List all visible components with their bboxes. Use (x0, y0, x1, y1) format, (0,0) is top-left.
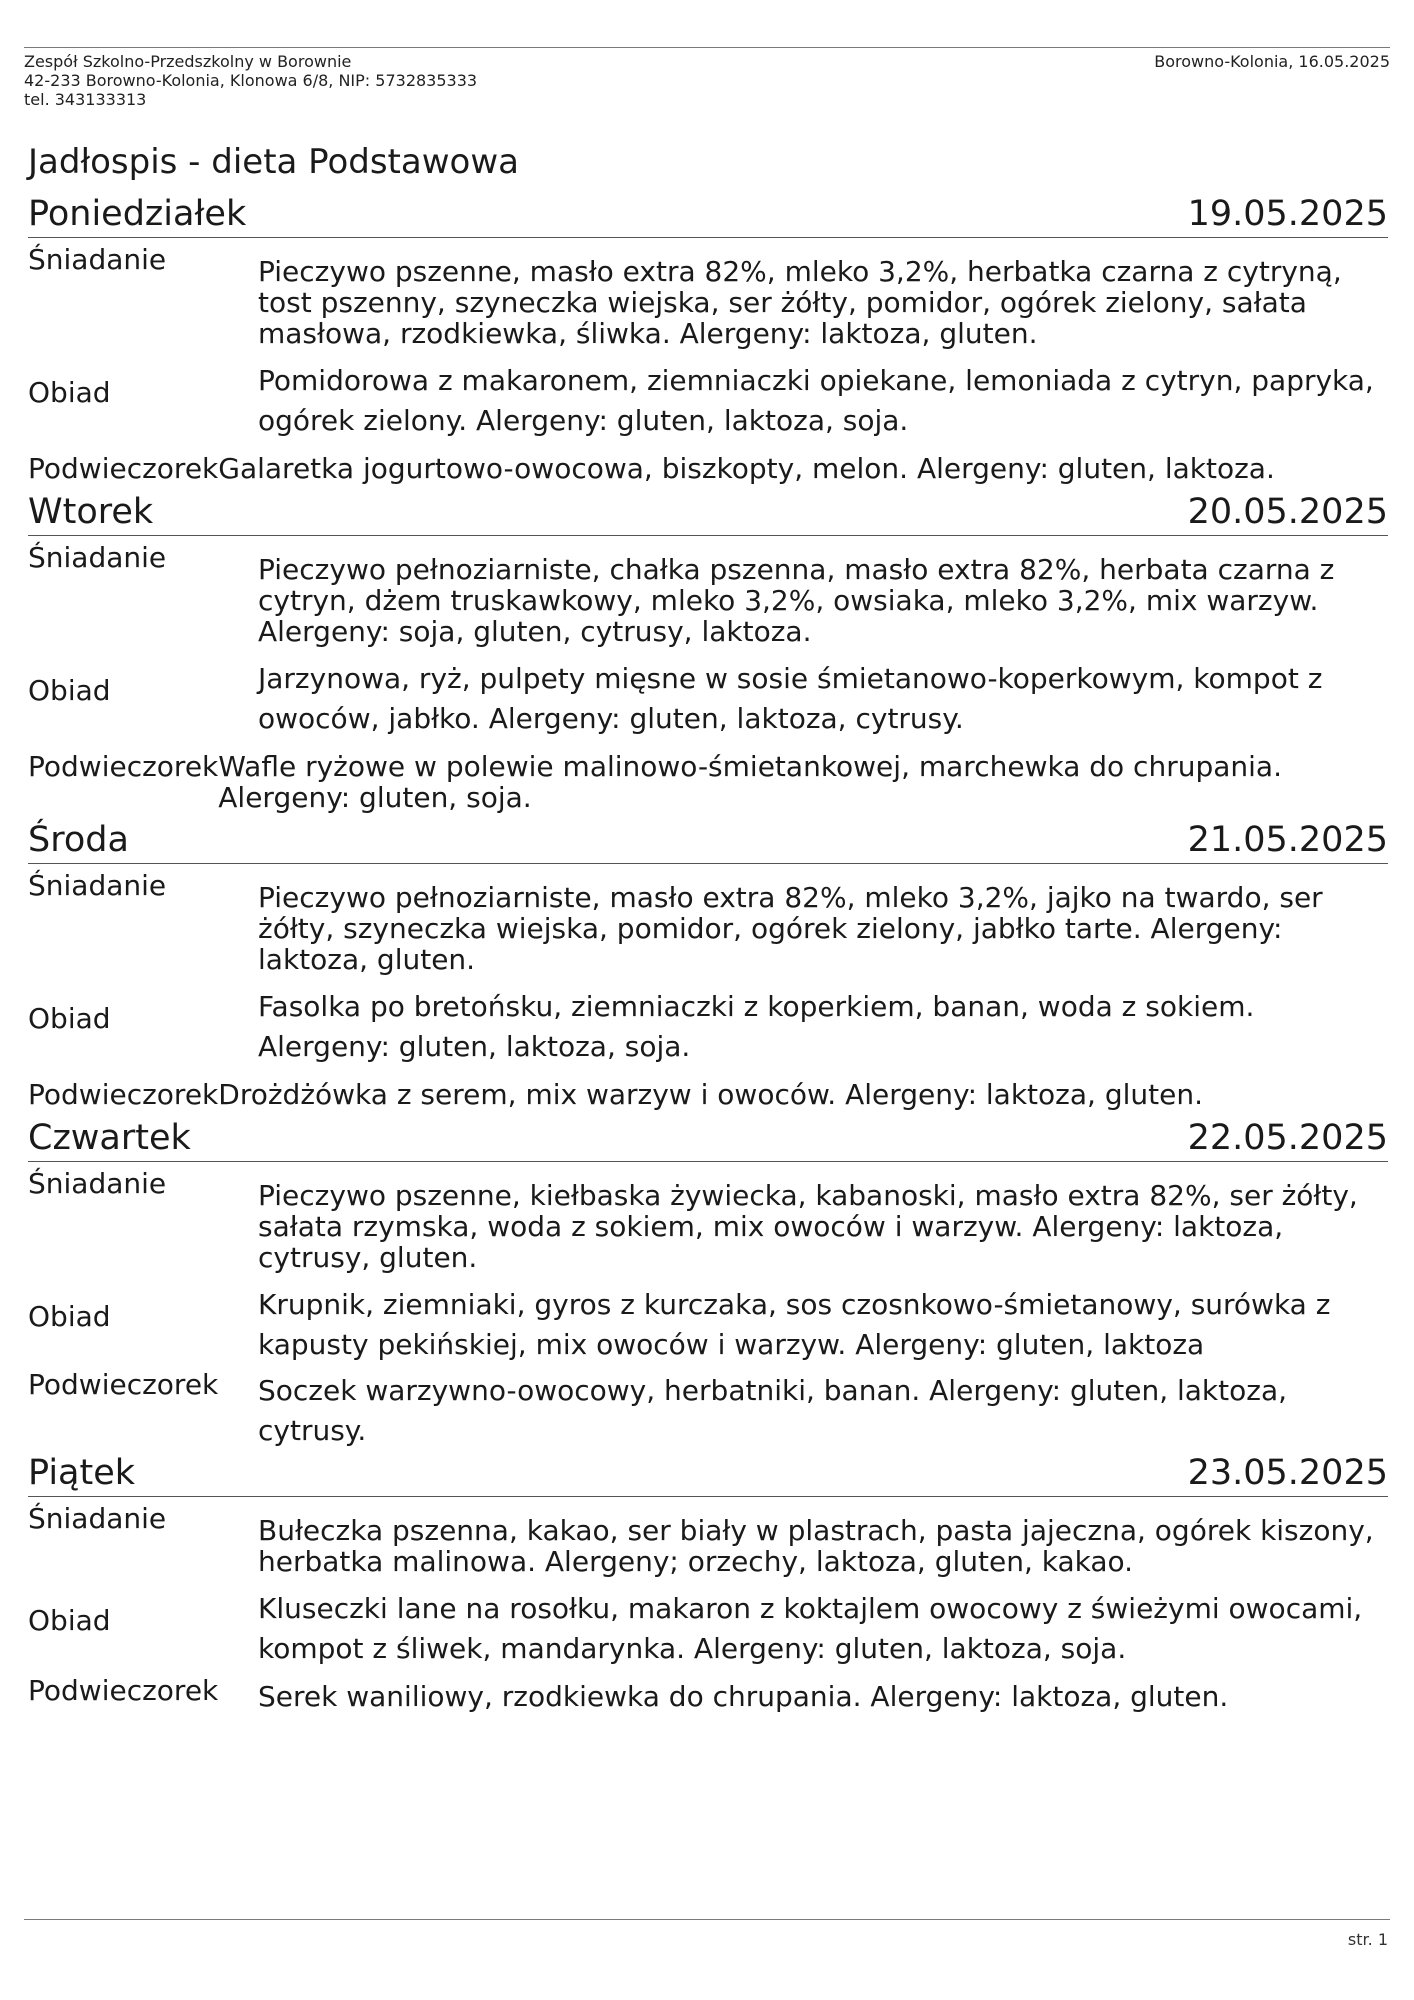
meal-label: Podwieczorek (28, 1078, 219, 1111)
meal-breakfast (28, 1168, 1388, 1273)
page-number: str. 1 (1347, 1930, 1388, 1949)
meal-label: Śniadanie (28, 1502, 167, 1535)
day-name: Środa (28, 820, 129, 860)
meal-lunch (28, 1589, 1388, 1669)
header-rule (24, 47, 1390, 48)
meal-text: Soczek warzywno-owocowy, herbatniki, banan. Alergeny: gluten, laktoza, cytrusy. (258, 1374, 1288, 1447)
meal-text: Wafle ryżowe w polewie malinowo-śmietankowej, marchewka do chrupania. Alergeny: gluten, soja. (218, 750, 1282, 814)
meal-label: Śniadanie (28, 541, 167, 574)
day-section (28, 1451, 1388, 1717)
school-address: 42-233 Borowno-Kolonia, Klonowa 6/8, NIP: 5732835333 (24, 71, 478, 90)
meal-lunch (28, 659, 1388, 739)
meal-label: Podwieczorek (28, 1368, 219, 1401)
meal-label: Obiad (28, 674, 111, 707)
place-date: Borowno-Kolonia, 16.05.2025 (1154, 52, 1390, 71)
day-header (28, 192, 1388, 238)
meal-snack (28, 453, 1388, 485)
day-name: Wtorek (28, 492, 154, 532)
day-date: 22.05.2025 (1187, 1118, 1388, 1158)
meal-text: Pomidorowa z makaronem, ziemniaczki opiekane, lemoniada z cytryn, papryka, ogórek zielony. Alergeny: gluten, laktoza, soja. (258, 364, 1374, 437)
meal-text: Pieczywo pszenne, kiełbaska żywiecka, kabanoski, masło extra 82%, ser żółty, sałata rzymska, woda z sokiem, mix owoców i warzyw. Alergeny: laktoza, cytrusy, gluten. (258, 1179, 1358, 1274)
school-name: Zespół Szkolno-Przedszkolny w Borownie (24, 52, 352, 71)
meal-snack (28, 1675, 1388, 1717)
day-date: 21.05.2025 (1187, 820, 1388, 860)
meal-snack (28, 1079, 1388, 1111)
day-date: 20.05.2025 (1187, 492, 1388, 532)
meal-text: Fasolka po bretońsku, ziemniaczki z koperkiem, banan, woda z sokiem. Alergeny: gluten, laktoza, soja. (258, 990, 1255, 1063)
day-header (28, 1116, 1388, 1162)
meal-text: Drożdżówka z serem, mix warzyw i owoców. Alergeny: laktoza, gluten. (218, 1078, 1203, 1111)
day-name: Czwartek (28, 1118, 191, 1158)
day-section (28, 192, 1388, 485)
day-name: Poniedziałek (28, 194, 247, 234)
meal-label: Obiad (28, 376, 111, 409)
menu-days (28, 192, 1388, 1717)
meal-text: Pieczywo pszenne, masło extra 82%, mleko 3,2%, herbatka czarna z cytryną, tost pszenny, szyneczka wiejska, ser żółty, pomidor, ogórek zielony, sałata masłowa, rzodkiewka, śliwka. Alergeny: laktoza, gluten. (258, 255, 1342, 350)
document-header (24, 52, 1390, 109)
meal-text: Jarzynowa, ryż, pulpety mięsne w sosie śmietanowo-koperkowym, kompot z owoców, jabłko. Alergeny: gluten, laktoza, cytrusy. (258, 662, 1323, 735)
footer-rule (24, 1919, 1390, 1920)
menu-title: Jadłospis - dieta Podstawowa (28, 142, 519, 182)
meal-text: Bułeczka pszenna, kakao, ser biały w plastrach, pasta jajeczna, ogórek kiszony, herbatka malinowa. Alergeny; orzechy, laktoza, gluten, kakao. (258, 1514, 1374, 1578)
meal-label: Podwieczorek (28, 452, 219, 485)
meal-label: Śniadanie (28, 243, 167, 276)
meal-breakfast (28, 244, 1388, 349)
meal-label: Obiad (28, 1300, 111, 1333)
day-date: 19.05.2025 (1187, 194, 1388, 234)
school-phone: tel. 343133313 (24, 90, 147, 109)
day-section (28, 1116, 1388, 1451)
day-name: Piątek (28, 1453, 136, 1493)
meal-text: Kluseczki lane na rosołku, makaron z koktajlem owocowy z świeżymi owocami, kompot z śliwek, mandarynka. Alergeny: gluten, laktoza, soja. (258, 1592, 1363, 1665)
meal-breakfast (28, 542, 1388, 647)
meal-snack (28, 1369, 1388, 1451)
meal-label: Śniadanie (28, 869, 167, 902)
day-date: 23.05.2025 (1187, 1453, 1388, 1493)
day-header (28, 1451, 1388, 1497)
meal-text: Pieczywo pełnoziarniste, masło extra 82%, mleko 3,2%, jajko na twardo, ser żółty, szyneczka wiejska, pomidor, ogórek zielony, jabłko tarte. Alergeny: laktoza, gluten. (258, 881, 1323, 976)
meal-label: Podwieczorek (28, 1674, 219, 1707)
day-header (28, 818, 1388, 864)
meal-text: Serek waniliowy, rzodkiewka do chrupania. Alergeny: laktoza, gluten. (258, 1680, 1229, 1713)
meal-label: Obiad (28, 1002, 111, 1035)
meal-label: Podwieczorek (28, 750, 219, 783)
meal-text: Galaretka jogurtowo-owocowa, biszkopty, melon. Alergeny: gluten, laktoza. (218, 452, 1275, 485)
meal-lunch (28, 361, 1388, 441)
day-section (28, 490, 1388, 813)
meal-lunch (28, 987, 1388, 1067)
meal-label: Obiad (28, 1604, 111, 1637)
meal-snack (28, 751, 1388, 813)
meal-text: Krupnik, ziemniaki, gyros z kurczaka, sos czosnkowo-śmietanowy, surówka z kapusty pekińskiej, mix owoców i warzyw. Alergeny: gluten, laktoza (258, 1288, 1331, 1361)
meal-label: Śniadanie (28, 1167, 167, 1200)
meal-breakfast (28, 870, 1388, 975)
meal-text: Pieczywo pełnoziarniste, chałka pszenna, masło extra 82%, herbata czarna z cytryn, dżem truskawkowy, mleko 3,2%, owsiaka, mleko 3,2%, mix warzyw. Alergeny: soja, gluten, cytrusy, laktoza. (258, 553, 1335, 648)
day-section (28, 818, 1388, 1111)
meal-breakfast (28, 1503, 1388, 1577)
day-header (28, 490, 1388, 536)
meal-lunch (28, 1285, 1388, 1365)
